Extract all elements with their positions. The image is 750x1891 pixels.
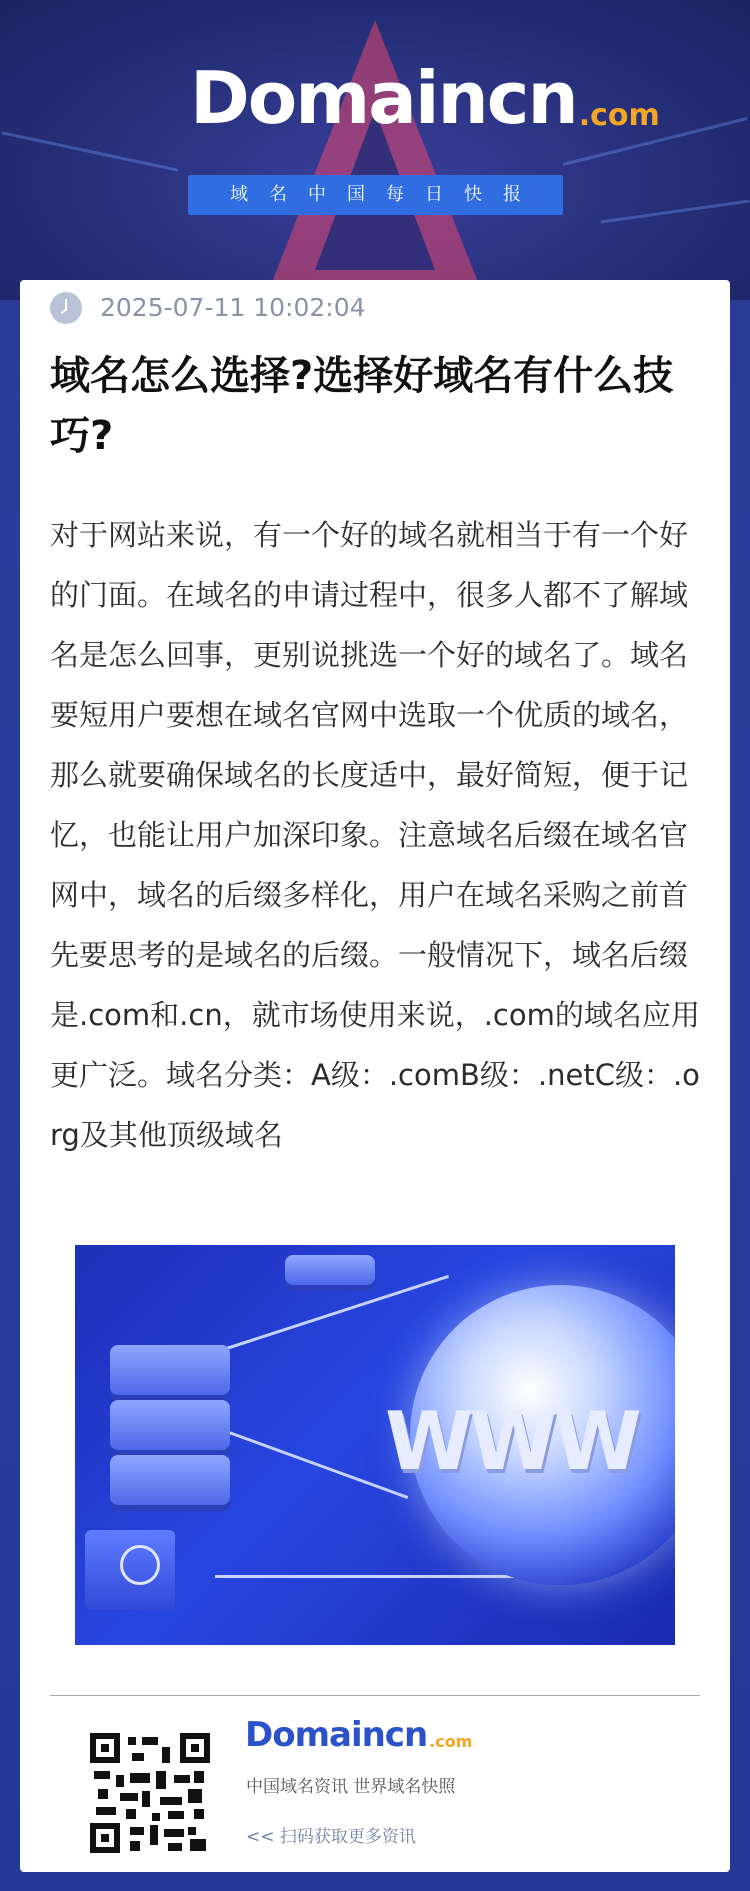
qr-module	[116, 1775, 124, 1787]
qr-module	[168, 1811, 184, 1819]
tagline-banner: 域名中国每日快报	[188, 175, 563, 215]
qr-module	[174, 1775, 190, 1783]
header-banner	[0, 0, 750, 300]
qr-module	[130, 1827, 144, 1835]
banner-streak	[601, 200, 750, 224]
qr-module	[132, 1753, 144, 1761]
article-image	[75, 1245, 675, 1645]
qr-module	[190, 1839, 206, 1851]
qr-module	[194, 1771, 204, 1783]
logo-suffix: .com	[578, 98, 660, 133]
footer-logo-suffix: .com	[429, 1732, 473, 1751]
server-icon	[110, 1400, 230, 1450]
qr-module	[130, 1773, 150, 1783]
qr-module	[168, 1843, 182, 1851]
footer-logo[interactable]	[245, 1715, 472, 1755]
qr-module	[94, 1771, 110, 1779]
server-icon	[110, 1345, 230, 1395]
footer-slogan: 中国域名资讯 世界域名快照	[246, 1777, 456, 1797]
router-icon	[285, 1255, 375, 1285]
qr-module	[160, 1797, 182, 1805]
qr-module	[142, 1737, 158, 1745]
web-globe-icon	[120, 1545, 160, 1585]
article-timestamp: 2025-07-11 10:02:04	[100, 293, 366, 322]
network-line	[215, 1575, 515, 1578]
footer-logo-wordmark: Domaincn	[245, 1715, 428, 1755]
qr-module	[188, 1827, 196, 1835]
qr-finder	[90, 1733, 120, 1763]
network-line	[201, 1275, 449, 1358]
qr-module	[150, 1825, 158, 1845]
www-label: WWW	[385, 1395, 638, 1488]
qr-module	[162, 1747, 170, 1763]
logo-wordmark: Domaincn	[190, 56, 577, 140]
qr-module	[164, 1829, 184, 1837]
clock-icon	[50, 292, 82, 324]
qr-module	[130, 1841, 140, 1851]
qr-module	[98, 1789, 108, 1799]
footer-cta: << 扫码获取更多资讯	[246, 1827, 416, 1847]
qr-module	[128, 1737, 136, 1745]
qr-finder	[90, 1823, 120, 1853]
footer-divider	[50, 1695, 700, 1696]
site-logo[interactable]	[190, 58, 660, 138]
qr-module	[156, 1771, 166, 1789]
qr-module	[152, 1813, 160, 1821]
qr-module	[142, 1791, 150, 1807]
qr-module	[188, 1789, 202, 1803]
article-title: 域名怎么选择?选择好域名有什么技巧?	[50, 353, 674, 459]
qr-module	[96, 1807, 116, 1815]
article-body: 对于网站来说，有一个好的域名就相当于有一个好的门面。在域名的申请过程中，很多人都不了解域名是怎么回事，更别说挑选一个好的域名了。域名要短用户要想在域名官网中选取一个优质的域名，那么就要确保域名的长度适中，最好简短，便于记忆，也能让用户加深印象。注意域名后缀在域名官网中，域名的后缀多样化，用户在域名采购之前首先要思考的是域名的后缀。一般情况下，域名后缀是.com和.cn，就市场使用来说，.com的域名应用更广泛。域名分类：A级：.comB级：.netC级：.org及其他顶级域名	[50, 518, 700, 1152]
article-card	[20, 280, 730, 1872]
qr-module	[126, 1809, 136, 1819]
banner-streak	[2, 131, 179, 171]
qr-finder	[180, 1733, 210, 1763]
qr-module	[120, 1793, 138, 1801]
qr-code[interactable]	[90, 1733, 210, 1853]
server-icon	[110, 1455, 230, 1505]
qr-module	[194, 1809, 204, 1819]
